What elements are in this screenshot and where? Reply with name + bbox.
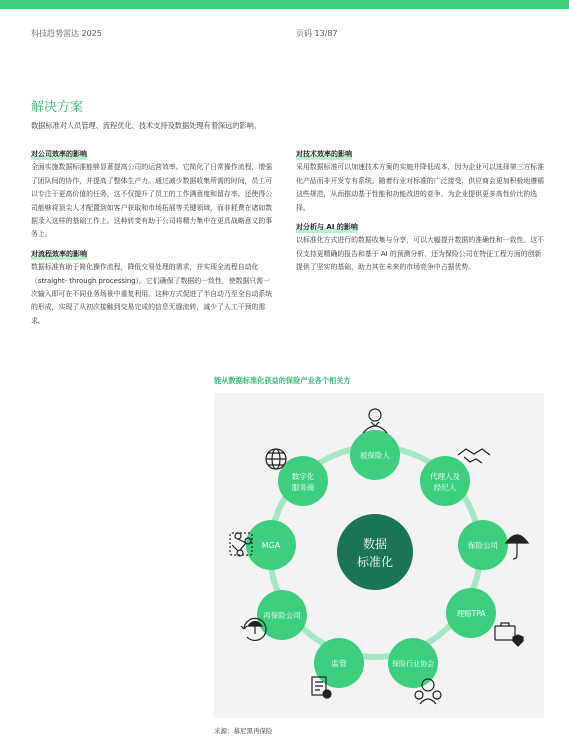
figure-title: 能从数据标准化获益的保险产业各个相关方 [214,376,351,385]
right-column [296,148,546,281]
node-agent-label-1: 代理人及 [430,472,460,481]
person-icon [363,409,387,433]
center-circle [337,514,413,590]
company-heading: 对公司效率的影响 [31,150,87,158]
left-column [31,148,276,334]
node-regulator [314,638,364,688]
analysis-text: 以标准化方式进行的数据收集与分享，可以大幅提升数据的准确性和一致性。这不仅支持更精确的报告和基于 AI 的预测分析，还为保险公司在特征工程方面的创新提供了坚实的基础，助力其在未来的市场竞争中占据优势。 [296,236,545,272]
tech-text: 采用数据标准可以加速技术方案的实施并降低成本，因为企业可以选择第三方标准化产品而非开发专有系统。随着行业对标准的广泛接受，供应商会更加积极地遵循这些规范，从而推动基于性能和功能改进的竞争，为企业提供更多高性价比的选择。 [296,163,545,212]
node-mga-label: MGA [261,541,281,550]
figure-source: 来源：慕尼黑再保险 [214,727,273,735]
briefcase-shield-icon [495,623,523,646]
top-accent-bar [0,0,569,9]
center-label-line1: 数据 [362,537,388,551]
node-agent [420,456,470,506]
globe-icon [266,449,286,469]
center-label-line2: 标准化 [356,555,394,569]
analysis-heading: 对分析与 AI 的影响 [296,223,358,232]
stakeholder-diagram [214,393,544,718]
node-insurer [458,520,508,570]
node-tpa-label: 理赔TPA [456,609,486,618]
node-reinsurer [257,590,307,640]
tech-heading: 对技术效率的影响 [296,150,352,158]
process-heading: 对流程效率的影响 [31,249,87,258]
node-insured [350,430,400,480]
node-reinsurer-label: 再保险公司 [263,611,301,620]
diagram-svg [214,393,544,718]
section-title: 解决方案 [31,100,84,115]
report-title: 科技趋势雷达 2025 [31,29,102,38]
company-text: 全面实施数据标准能够显著提高公司的运营效率。它简化了日常操作流程，增强了团队间的协作，并提高了整体生产力。通过减少数据收集所需的时间，员工可以专注于更高价值的任务，这不仅提升了员工的工作满意度和留存率，还使得公司能够将顶尖人才配置到如客户获取和市场拓展等关键领域，而非耗费在诸如数据录入这样的基础工作上。这种转变有助于公司将精力集中在更具战略意义的事务上。 [31,163,273,239]
node-digital-label-1: 数字化 [291,472,315,481]
node-tpa [446,588,496,638]
node-insured-label: 被保险人 [360,451,390,460]
node-agent-label-2: 经纪人 [433,483,457,492]
node-mga [246,520,296,570]
handshake-icon [458,449,490,463]
node-regulator-label: 监管 [331,659,347,668]
node-association [388,638,438,688]
process-text: 数据标准有助于简化操作流程，降低交易处理的需求，并实现全流程自动化（straight- through processing）。它们确保了数据的一致性，使数据只需一次输入即可在不同业务场景中重复利用。这种方式促进了半自动乃至全自动系统的形成，实现了从初次接触到交易完成的信息无缝流转，减少了人工干预的需求。 [31,263,273,325]
node-association-label: 保险行业协会 [392,660,434,668]
umbrella-icon [506,535,528,559]
page-number: 页码 13/87 [296,29,338,38]
node-digital-label-2: 服务商 [291,483,315,492]
node-insurer-label: 保险公司 [468,541,498,550]
section-intro: 数据标准对人员管理、流程优化、技术支持及数据处理有着深远的影响。 [31,121,262,130]
